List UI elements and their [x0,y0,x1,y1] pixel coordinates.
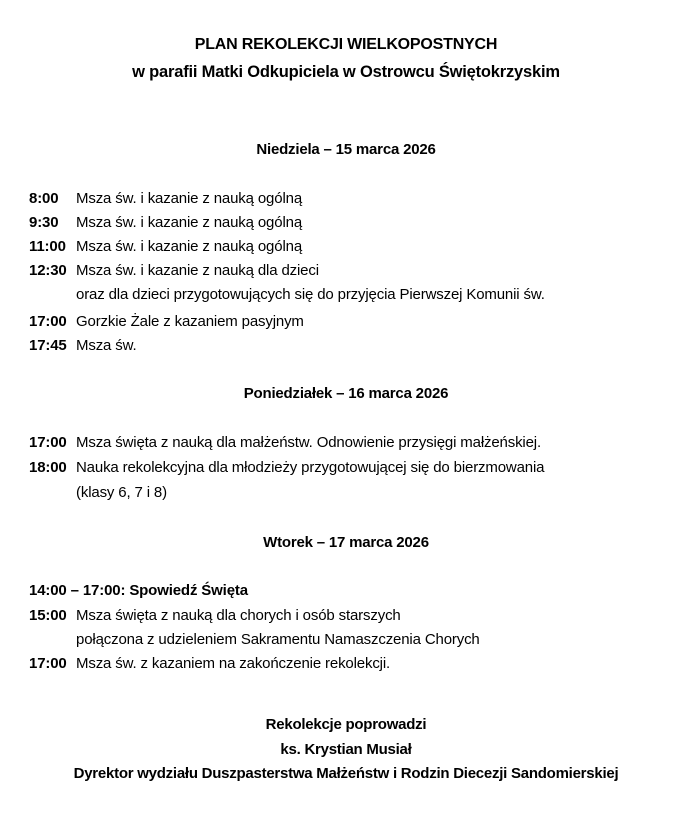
schedule-item [29,313,304,330]
item-description: Msza święta z nauką dla małżeństw. Odnowienie przysięgi małżeńskiej. [76,434,542,451]
schedule-item [29,459,544,476]
document-subtitle: w parafii Matki Odkupiciela w Ostrowcu Świętokrzyskim [132,63,560,81]
schedule-item [29,434,541,451]
item-time: 8:00 [29,190,59,207]
item-time: 9:30 [29,214,59,231]
schedule-item-confession [29,582,248,599]
item-description: Msza św. i kazanie z nauką ogólną [76,190,303,207]
schedule-item [29,607,401,624]
item-time: 18:00 [29,459,67,476]
footer-line-led-by: Rekolekcje poprowadzi [265,716,427,733]
item-time: 17:00 [29,655,67,672]
item-continuation: (klasy 6, 7 i 8) [76,484,167,501]
item-time: 17:00 [29,313,67,330]
schedule-item [29,337,136,354]
item-description: Msza św. i kazanie z nauką ogólną [76,238,303,255]
item-description: Msza św. z kazaniem na zakończenie rekolekcji. [76,655,391,672]
document-title: PLAN REKOLEKCJI WIELKOPOSTNYCH [194,36,498,53]
day-heading-sunday: Niedziela – 15 marca 2026 [256,141,436,158]
footer-line-priest-role: Dyrektor wydziału Duszpasterstwa Małżeństw i Rodzin Diecezji Sandomierskiej [73,765,619,782]
item-description: Nauka rekolekcyjna dla młodzieży przygotowującej się do bierzmowania [76,459,545,476]
item-time: 17:45 [29,337,67,354]
schedule-item [29,214,302,231]
schedule-item [29,655,390,672]
item-time: 17:00 [29,434,67,451]
item-time: 15:00 [29,607,67,624]
schedule-item [29,262,319,279]
day-heading-monday: Poniedziałek – 16 marca 2026 [243,385,449,402]
item-time: 14:00 – 17:00: Spowiedź Święta [29,582,248,599]
item-time: 11:00 [29,238,66,255]
item-description: Msza święta z nauką dla chorych i osób starszych [76,607,401,624]
day-heading-tuesday: Wtorek – 17 marca 2026 [263,534,429,551]
item-description: Msza św. [76,337,137,354]
schedule-item [29,238,302,255]
schedule-item [29,190,302,207]
item-description: Msza św. i kazanie z nauką dla dzieci [76,262,319,279]
item-continuation: oraz dla dzieci przygotowujących się do przyjęcia Pierwszej Komunii św. [76,286,545,303]
item-description: Gorzkie Żale z kazaniem pasyjnym [76,313,304,330]
item-description: Msza św. i kazanie z nauką ogólną [76,214,303,231]
item-continuation: połączona z udzieleniem Sakramentu Namaszczenia Chorych [76,631,480,648]
item-time: 12:30 [29,262,67,279]
footer-line-priest-name: ks. Krystian Musiał [280,741,412,758]
